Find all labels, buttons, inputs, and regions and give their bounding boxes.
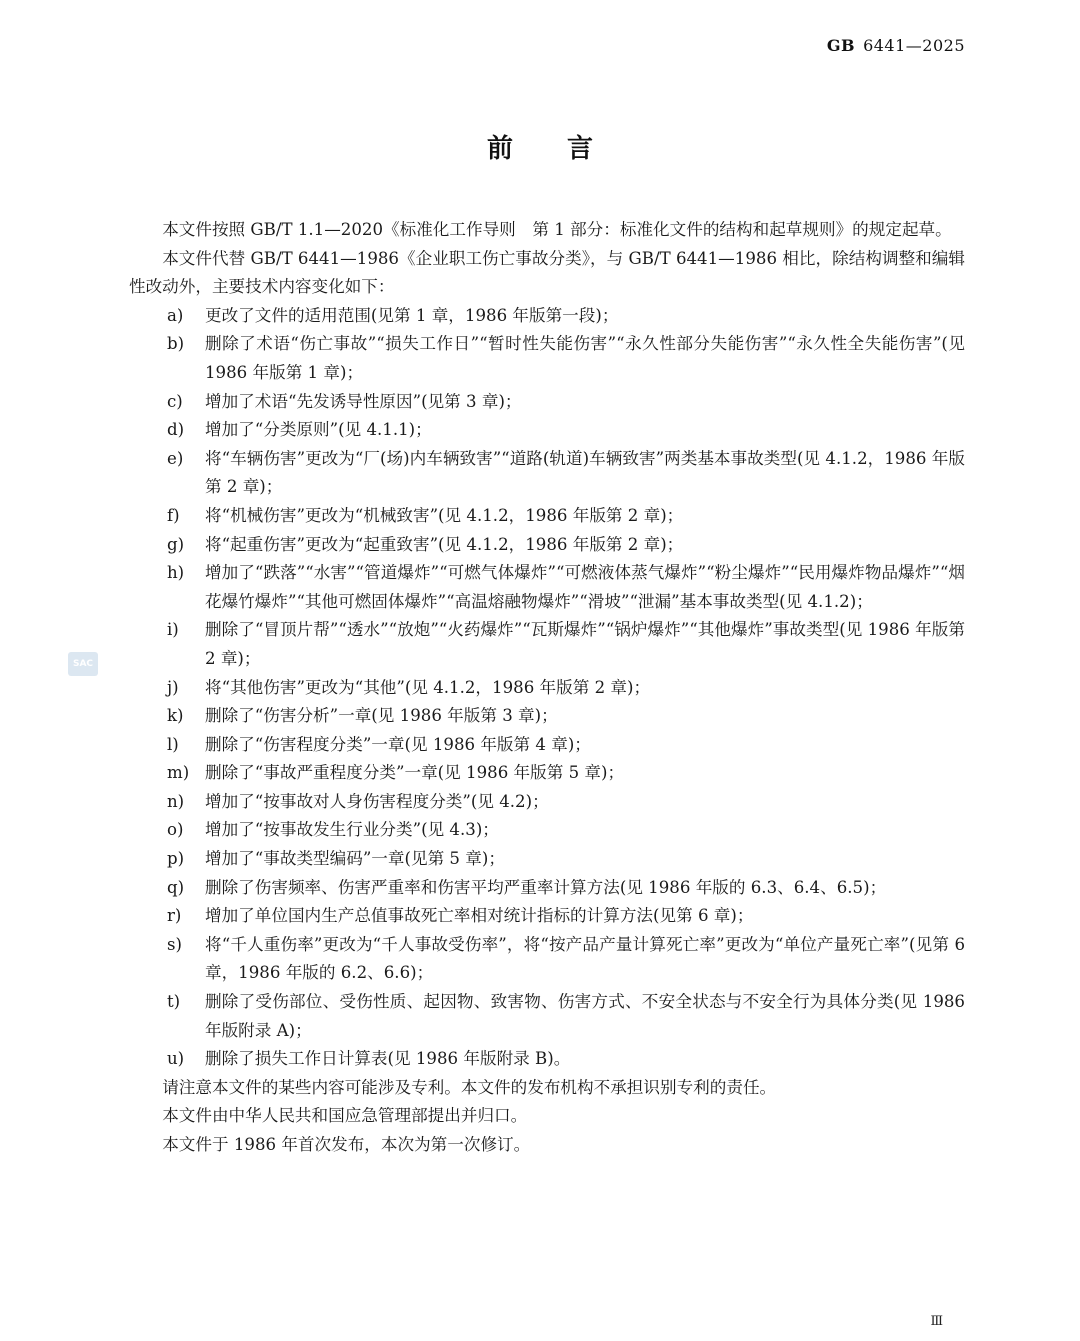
list-text: 将“起重伤害”更改为“起重致害”(见 4.1.2，1986 年版第 2 章)； xyxy=(205,534,684,554)
page-number: Ⅲ xyxy=(930,1314,942,1329)
list-marker: d) xyxy=(167,420,185,440)
list-text: 增加了“分类原则”(见 4.1.1)； xyxy=(205,420,432,440)
list-marker: p) xyxy=(167,849,185,869)
list-item xyxy=(129,816,965,845)
list-item xyxy=(129,931,965,988)
list-text: 将“机械伤害”更改为“机械致害”(见 4.1.2，1986 年版第 2 章)； xyxy=(205,505,684,525)
list-text: 删除了“事故严重程度分类”一章(见 1986 年版第 5 章)； xyxy=(205,763,625,783)
list-marker: l) xyxy=(167,734,179,754)
list-marker: h) xyxy=(167,563,185,583)
list-item xyxy=(129,531,965,560)
list-text: 将“车辆伤害”更改为“厂(场)内车辆致害”“道路(轨道)车辆致害”两类基本事故类型(见 4.1.2，1986 年版第 2 章)； xyxy=(205,448,965,497)
list-item xyxy=(129,731,965,760)
list-marker: c) xyxy=(167,391,183,411)
list-marker: t) xyxy=(167,992,181,1012)
list-marker: r) xyxy=(167,906,182,926)
list-text: 删除了损失工作日计算表(见 1986 年版附录 B)。 xyxy=(205,1049,571,1069)
list-marker: m) xyxy=(167,763,190,783)
list-text: 更改了文件的适用范围(见第 1 章，1986 年版第一段)； xyxy=(205,305,619,325)
list-item xyxy=(129,559,965,616)
list-text: 增加了“按事故发生行业分类”(见 4.3)； xyxy=(205,820,499,840)
list-marker: a) xyxy=(167,305,184,325)
list-text: 增加了术语“先发诱导性原因”(见第 3 章)； xyxy=(205,391,522,411)
list-item xyxy=(129,874,965,903)
page-title: 前言 xyxy=(486,134,647,164)
list-text: 删除了“冒顶片帮”“透水”“放炮”“火药爆炸”“瓦斯爆炸”“锅炉爆炸”“其他爆炸”事故类型(见 1986 年版第 2 章)； xyxy=(205,620,965,668)
list-text: 增加了“按事故对人身伤害程度分类”(见 4.2)； xyxy=(205,791,549,811)
list-marker: e) xyxy=(167,448,184,468)
list-marker: j) xyxy=(167,677,179,697)
standard-code: GB xyxy=(826,36,856,55)
list-marker: q) xyxy=(167,877,185,897)
list-item xyxy=(129,416,965,445)
list-marker: f) xyxy=(167,505,180,525)
list-text: 删除了“伤害分析”一章(见 1986 年版第 3 章)； xyxy=(205,706,558,726)
list-text: 增加了“事故类型编码”一章(见第 5 章)； xyxy=(205,849,505,869)
document-header xyxy=(827,36,965,55)
list-item xyxy=(129,388,965,417)
list-item xyxy=(129,302,965,331)
list-text: 删除了受伤部位、受伤性质、起因物、致害物、伤害方式、不安全状态与不安全行为具体分类(见 1986 年版附录 A)； xyxy=(205,992,965,1040)
sac-watermark-logo: SAC xyxy=(68,652,98,676)
paragraph: 请注意本文件的某些内容可能涉及专利。本文件的发布机构不承担识别专利的责任。 xyxy=(162,1077,777,1097)
list-item xyxy=(129,616,965,673)
list-item xyxy=(129,502,965,531)
list-text: 增加了“跌落”“水害”“管道爆炸”“可燃气体爆炸”“可燃液体蒸气爆炸”“粉尘爆炸”“民用爆炸物品爆炸”“烟花爆竹爆炸”“其他可燃固体爆炸”“高温熔融物爆炸”“滑坡”“泄漏”基本事故类型(见 4.1.2)； xyxy=(205,563,965,611)
list-marker: i) xyxy=(167,620,179,640)
list-item xyxy=(129,445,965,502)
paragraph: 本文件由中华人民共和国应急管理部提出并归口。 xyxy=(162,1106,528,1126)
paragraph: 本文件代替 GB/T 6441—1986《企业职工伤亡事故分类》，与 GB/T 6441—1986 相比，除结构调整和编辑性改动外，主要技术内容变化如下： xyxy=(129,248,965,297)
list-text: 删除了“伤害程度分类”一章(见 1986 年版第 4 章)； xyxy=(205,734,591,754)
list-text: 将“其他伤害”更改为“其他”(见 4.1.2，1986 年版第 2 章)； xyxy=(205,677,651,697)
list-item xyxy=(129,788,965,817)
list-item xyxy=(129,674,965,703)
list-text: 删除了术语“伤亡事故”“损失工作日”“暂时性失能伤害”“永久性部分失能伤害”“永久性全失能伤害”(见 1986 年版第 1 章)； xyxy=(205,334,965,382)
list-item xyxy=(129,1045,965,1074)
paragraph: 本文件于 1986 年首次发布，本次为第一次修订。 xyxy=(162,1135,531,1154)
list-item xyxy=(129,988,965,1045)
list-text: 删除了伤害频率、伤害严重率和伤害平均严重率计算方法(见 1986 年版的 6.3、6.4、6.5)； xyxy=(205,877,887,897)
list-text: 将“千人重伤率”更改为“千人事故受伤率”，将“按产品产量计算死亡率”更改为“单位产量死亡率”(见第 6 章，1986 年版的 6.2、6.6)； xyxy=(205,934,965,983)
list-item xyxy=(129,759,965,788)
list-item xyxy=(129,902,965,931)
paragraph: 本文件按照 GB/T 1.1—2020《标准化工作导则 第 1 部分：标准化文件的结构和起草规则》的规定起草。 xyxy=(162,220,952,239)
list-marker: s) xyxy=(167,934,182,954)
list-marker: k) xyxy=(167,706,184,726)
list-marker: o) xyxy=(167,820,184,840)
list-marker: n) xyxy=(167,791,185,811)
change-list xyxy=(129,302,965,1074)
list-text: 增加了单位国内生产总值事故死亡率相对统计指标的计算方法(见第 6 章)； xyxy=(205,906,754,926)
list-marker: b) xyxy=(167,334,185,354)
list-item xyxy=(129,330,965,387)
list-marker: g) xyxy=(167,534,185,554)
list-item xyxy=(129,845,965,874)
document-body xyxy=(129,216,965,1160)
list-marker: u) xyxy=(167,1049,185,1069)
list-item xyxy=(129,702,965,731)
standard-number: 6441—2025 xyxy=(863,36,965,55)
